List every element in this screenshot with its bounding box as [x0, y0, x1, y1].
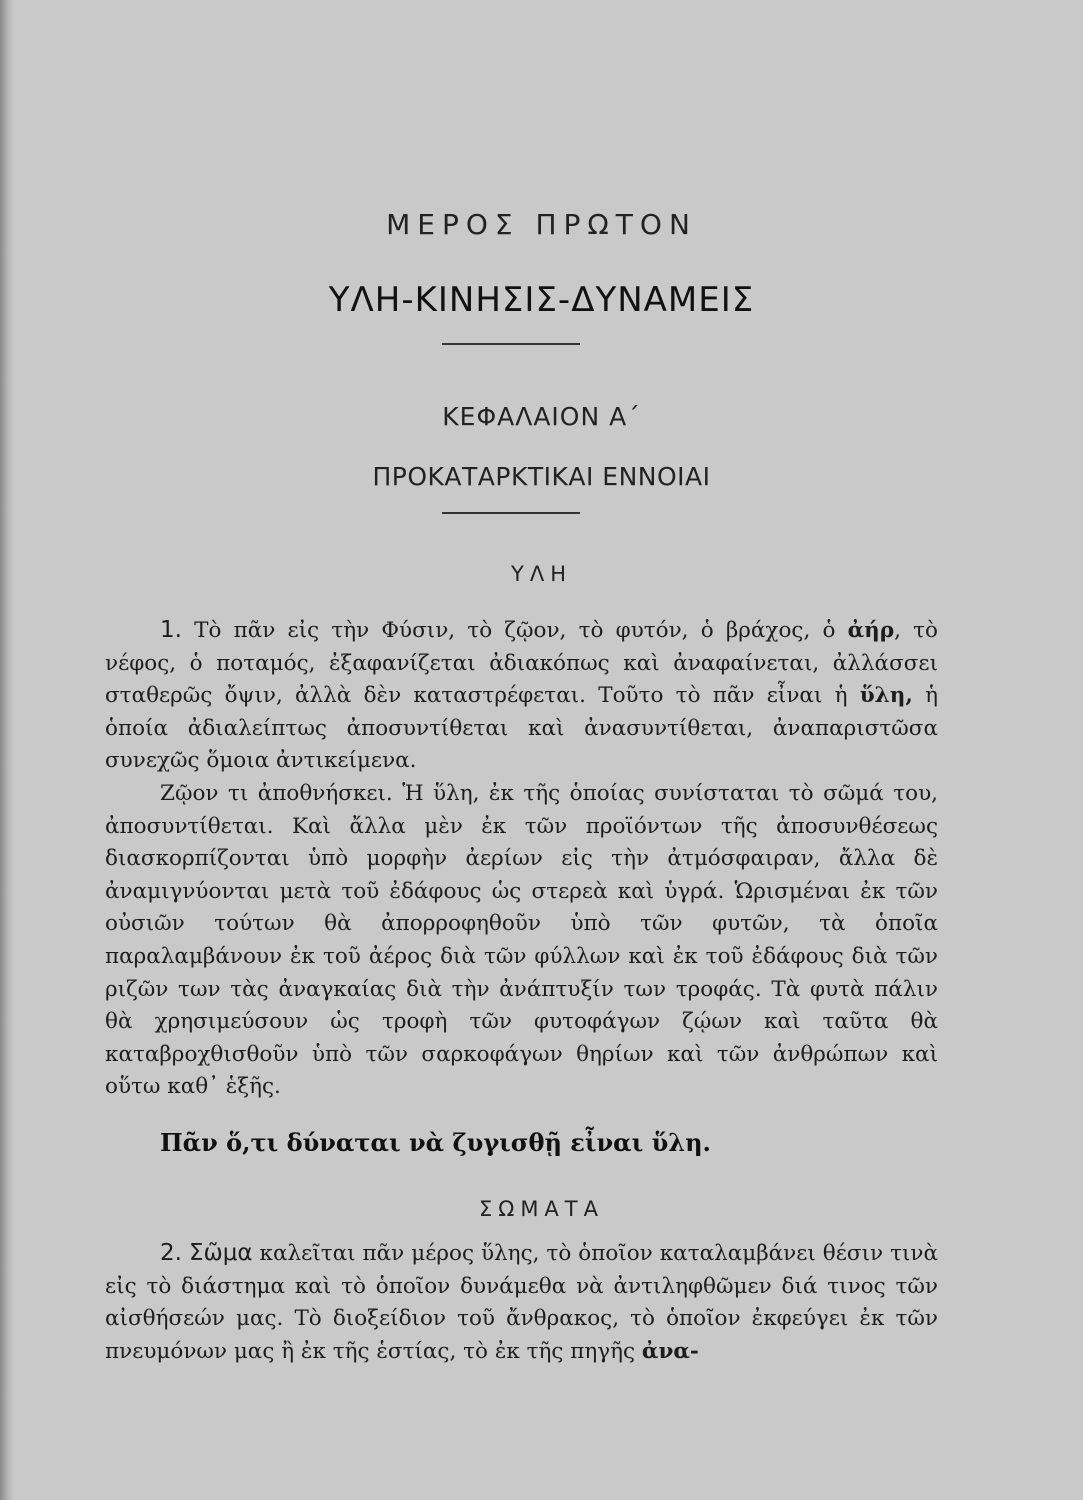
section-bodies-body	[105, 1237, 938, 1368]
section-matter-body	[105, 614, 938, 1104]
bold-term: ὕλη,	[859, 683, 913, 709]
paragraph-2: Ζῷον τι ἀποθνήσκει. Ἡ ὕλη, ἐκ τῆς ὁποίας συνίσταται τὸ σῶμά του, ἀποσυντίθεται. Καὶ ἄλλα μὲν ἐκ τῶν προϊόντων τῆς ἀποσυνθέσεως διασκορπίζονται ὑπὸ μορφὴν ἀερίων εἰς τὴν ἀτμόσφαιραν, ἄλλα δὲ ἀναμιγνύονται μετὰ τοῦ ἐδάφους ὡς στερεὰ καὶ ὑγρά. Ὡρισμέναι ἐκ τῶν οὐσιῶν τούτων θὰ ἀπορροφηθοῦν ὑπὸ τῶν φυτῶν, τὰ ὁποῖα παραλαμβάνουν ἐκ τοῦ ἀέρος διὰ τῶν φύλλων καὶ ἐκ τοῦ ἐδάφους διὰ τῶν ριζῶν των τὰς ἀναγκαίας διὰ τὴν ἀνάπτυξίν των τροφάς. Τὰ φυτὰ πάλιν θὰ χρησιμεύσουν ὡς τροφὴ τῶν φυτοφάγων ζῴων καὶ ταῦτα θὰ καταβροχθισθοῦν ὑπὸ τῶν σαρκοφάγων θηρίων καὶ τῶν ἀνθρώπων καὶ οὕτω καθ᾿ ἑξῆς.	[105, 780, 938, 1100]
defined-term: Σῶμα	[188, 1240, 253, 1266]
bold-term: ἀνα-	[641, 1338, 699, 1364]
part-heading: ΜΕΡΟΣ ΠΡΩΤΟΝ	[386, 208, 697, 241]
divider-rule	[442, 343, 580, 345]
key-statement: Πᾶν ὅ,τι δύναται νὰ ζυγισθῇ εἶναι ὕλη.	[160, 1128, 711, 1157]
bold-term: ἀήρ	[847, 618, 895, 643]
paragraph-text: , τὸ νέφος, ὁ ποταμός, ἐξαφανίζεται ἀδιακόπως καὶ ἀναφαίνεται, ἀλλάσσει σταθερῶς ὄψιν, ἀλλὰ δὲν καταστρέφεται. Τοῦτο τὸ πᾶν εἶναι ἡ	[105, 618, 938, 709]
divider-rule	[442, 512, 580, 514]
section-heading-bodies: ΣΩΜΑΤΑ	[479, 1197, 604, 1221]
paragraph-text: καλεῖται πᾶν μέρος ὕλης, τὸ ὁποῖον καταλαμβάνει θέσιν τινὰ εἰς τὸ διάστημα καὶ τὸ ὁποῖον δυνάμεθα νὰ ἀντιληφθῶμεν διά τινος τῶν αἰσθήσεών μας. Τὸ διοξείδιον τοῦ ἄνθρακος, τὸ ὁποῖον ἐκφεύγει ἐκ τῶν πνευμόνων μας ἢ ἐκ τῆς ἑστίας, τὸ ἐκ τῆς πηγῆς	[105, 1241, 938, 1364]
paragraph-text: Τὸ πᾶν εἰς τὴν Φύσιν, τὸ ζῷον, τὸ φυτόν, ὁ βράχος, ὁ	[194, 618, 848, 643]
paragraph-3	[105, 1237, 938, 1368]
paragraph-number: 2.	[160, 1240, 182, 1266]
paragraph-text: ἡ ὁποία ἀδιαλείπτως ἀποσυντίθεται καὶ ἀνασυντίθεται, ἀναπαριστῶσα συνεχῶς ὅμοια ἀντικείμενα.	[105, 683, 938, 774]
paragraph-number: 1.	[160, 617, 182, 643]
section-heading-matter: ΥΛΗ	[511, 562, 572, 586]
paragraph-1	[105, 614, 938, 778]
chapter-title: ΠΡΟΚΑΤΑΡΚΤΙΚΑΙ ΕΝΝΟΙΑΙ	[372, 462, 711, 491]
part-title: ΥΛΗ-ΚΙΝΗΣΙΣ-ΔΥΝΑΜΕΙΣ	[328, 280, 755, 320]
chapter-heading: ΚΕΦΑΛΑΙΟΝ Α΄	[442, 402, 641, 431]
